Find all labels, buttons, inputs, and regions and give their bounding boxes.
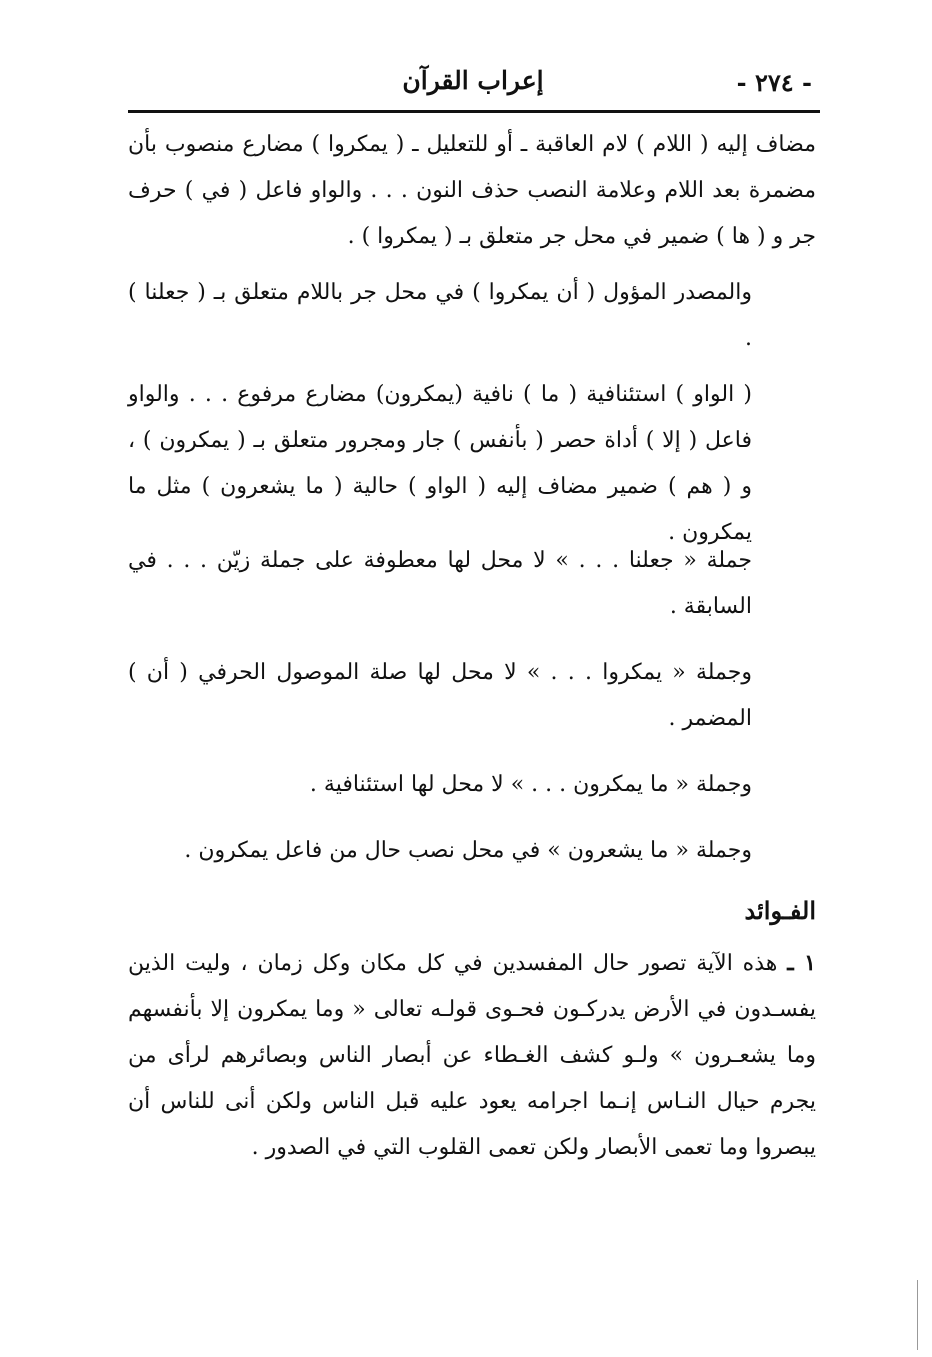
paragraph-sentence-2: وجملة « يمكروا . . . » لا محل لها صلة الموصول الحرفي ( أن ) المضمر . <box>128 660 752 731</box>
benefit-item <box>128 940 816 1171</box>
benefit-item-text: هذه الآية تصور حال المفسدين في كل مكان وكل زمان ، وليت الذين يفسـدون في الأرض يدركـون فحـوى قولـه تعالى « وما يمكرون إلا بأنفسهم وما يشعـرون » ولـو كشف الغـطاء عن أبصار الناس وبصائرهم لرأى من يجرم حيال النـاس إنـما اجرامه يعود عليه قبل الناس ولكن أنى للناس أن يبصروا وما تعمى الأبصار ولكن تعمى القلوب التي في الصدور . <box>128 951 816 1160</box>
paragraph-syntax-3: ( الواو ) استئنافية ( ما ) نافية (يمكرون) مضارع مرفوع . . . والواو فاعل ( إلا ) أداة حصر ( بأنفس ) جار ومجرور متعلق بـ ( يمكرون ) ، و ( هم ) ضمير مضاف إليه ( الواو ) حالية ( ما يشعرون ) مثل ما يمكرون . <box>128 382 752 545</box>
paragraph-syntax-2: والمصدر المؤول ( أن يمكروا ) في محل جر باللام متعلق بـ ( جعلنا ) . <box>128 280 752 351</box>
page-number: - ٢٧٤ - <box>736 68 812 97</box>
paragraph-sentence-3: وجملة « ما يمكرون . . . » لا محل لها استئنافية . <box>309 772 752 797</box>
page-header <box>128 62 818 106</box>
section-heading: الفـوائد <box>744 896 816 925</box>
running-title: إعراب القرآن <box>402 66 544 95</box>
paragraph-syntax-1: مضاف إليه ( اللام ) لام العاقبة ـ أو للتعليل ـ ( يمكروا ) مضارع منصوب بأن مضمرة بعد اللام وعلامة النصب حذف النون . . . والواو فاعل ( في ) حرف جر و ( ها ) ضمير في محل جر متعلق بـ ( يمكروا ) . <box>128 132 816 249</box>
benefit-item-number: ١ ـ <box>787 950 816 976</box>
paragraph-sentence-4: وجملة « ما يشعرون » في محل نصب حال من فاعل يمكرون . <box>184 838 752 863</box>
page-edge-mark <box>915 1280 918 1350</box>
paragraph-sentence-1: جملة « جعلنا . . . » لا محل لها معطوفة على جملة زيّن . . . في السابقة . <box>128 548 752 619</box>
header-rule <box>128 110 820 113</box>
